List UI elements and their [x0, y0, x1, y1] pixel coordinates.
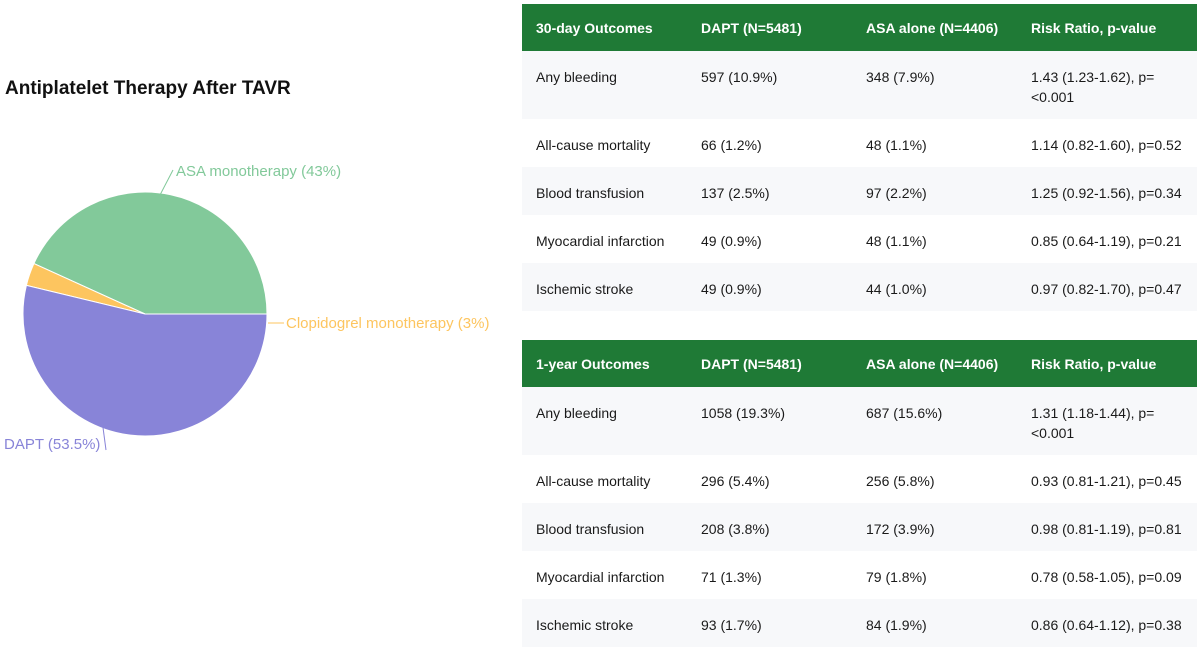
- asa-cell: 48 (1.1%): [852, 119, 1017, 167]
- table-row: [522, 387, 1197, 455]
- table-row: [522, 167, 1197, 215]
- dapt-cell: 49 (0.9%): [687, 263, 852, 311]
- dapt-cell: 208 (3.8%): [687, 503, 852, 551]
- asa-cell: 79 (1.8%): [852, 551, 1017, 599]
- column-header-outcome: 1-year Outcomes: [522, 340, 687, 387]
- dapt-cell: 597 (10.9%): [687, 51, 852, 119]
- risk-ratio-cell: 1.14 (0.82-1.60), p=0.52: [1017, 119, 1197, 167]
- asa-cell: 256 (5.8%): [852, 455, 1017, 503]
- outcome-cell: Blood transfusion: [522, 167, 687, 215]
- risk-ratio-cell: 1.43 (1.23-1.62), p=<0.001: [1017, 51, 1197, 119]
- table-row: [522, 119, 1197, 167]
- risk-ratio-cell: 1.25 (0.92-1.56), p=0.34: [1017, 167, 1197, 215]
- pie-slice-label: ASA monotherapy (43%): [176, 163, 342, 180]
- asa-cell: 44 (1.0%): [852, 263, 1017, 311]
- risk-ratio-cell: 0.78 (0.58-1.05), p=0.09: [1017, 551, 1197, 599]
- outcome-cell: Ischemic stroke: [522, 599, 687, 647]
- outcome-cell: Ischemic stroke: [522, 263, 687, 311]
- dapt-cell: 137 (2.5%): [687, 167, 852, 215]
- outcome-cell: Any bleeding: [522, 387, 687, 455]
- pie-label-leader: [160, 170, 173, 195]
- table-header-row: [522, 340, 1197, 387]
- asa-cell: 348 (7.9%): [852, 51, 1017, 119]
- risk-ratio-cell: 0.85 (0.64-1.19), p=0.21: [1017, 215, 1197, 263]
- risk-ratio-cell: 0.97 (0.82-1.70), p=0.47: [1017, 263, 1197, 311]
- pie-chart: [0, 0, 510, 647]
- pie-slice-label: Clopidogrel monotherapy (3%): [286, 315, 490, 332]
- pie-slice-label: DAPT (53.5%): [4, 436, 101, 453]
- column-header-outcome: 30-day Outcomes: [522, 4, 687, 51]
- outcome-cell: Myocardial infarction: [522, 215, 687, 263]
- risk-ratio-cell: 0.86 (0.64-1.12), p=0.38: [1017, 599, 1197, 647]
- table-row: [522, 51, 1197, 119]
- outcomes-tables: [522, 4, 1197, 647]
- table-row: [522, 551, 1197, 599]
- risk-ratio-cell: 1.31 (1.18-1.44), p=<0.001: [1017, 387, 1197, 455]
- outcomes-table-1-year: [522, 340, 1197, 647]
- column-header-risk-ratio: Risk Ratio, p-value: [1017, 340, 1197, 387]
- column-header-asa: ASA alone (N=4406): [852, 340, 1017, 387]
- outcomes-table-30-day: [522, 4, 1197, 311]
- table-row: [522, 455, 1197, 503]
- column-header-risk-ratio: Risk Ratio, p-value: [1017, 4, 1197, 51]
- table-row: [522, 263, 1197, 311]
- outcome-cell: Myocardial infarction: [522, 551, 687, 599]
- table-row: [522, 503, 1197, 551]
- dapt-cell: 66 (1.2%): [687, 119, 852, 167]
- asa-cell: 97 (2.2%): [852, 167, 1017, 215]
- column-header-dapt: DAPT (N=5481): [687, 340, 852, 387]
- table-row: [522, 215, 1197, 263]
- asa-cell: 84 (1.9%): [852, 599, 1017, 647]
- outcome-cell: Any bleeding: [522, 51, 687, 119]
- asa-cell: 687 (15.6%): [852, 387, 1017, 455]
- asa-cell: 172 (3.9%): [852, 503, 1017, 551]
- outcome-cell: All-cause mortality: [522, 455, 687, 503]
- dapt-cell: 93 (1.7%): [687, 599, 852, 647]
- column-header-dapt: DAPT (N=5481): [687, 4, 852, 51]
- risk-ratio-cell: 0.98 (0.81-1.19), p=0.81: [1017, 503, 1197, 551]
- column-header-asa: ASA alone (N=4406): [852, 4, 1017, 51]
- table-header-row: [522, 4, 1197, 51]
- outcome-cell: Blood transfusion: [522, 503, 687, 551]
- dapt-cell: 296 (5.4%): [687, 455, 852, 503]
- table-row: [522, 599, 1197, 647]
- dapt-cell: 1058 (19.3%): [687, 387, 852, 455]
- risk-ratio-cell: 0.93 (0.81-1.21), p=0.45: [1017, 455, 1197, 503]
- chart-title: Antiplatelet Therapy After TAVR: [5, 78, 291, 99]
- table-spacer: [522, 311, 1197, 340]
- asa-cell: 48 (1.1%): [852, 215, 1017, 263]
- dapt-cell: 49 (0.9%): [687, 215, 852, 263]
- dapt-cell: 71 (1.3%): [687, 551, 852, 599]
- outcome-cell: All-cause mortality: [522, 119, 687, 167]
